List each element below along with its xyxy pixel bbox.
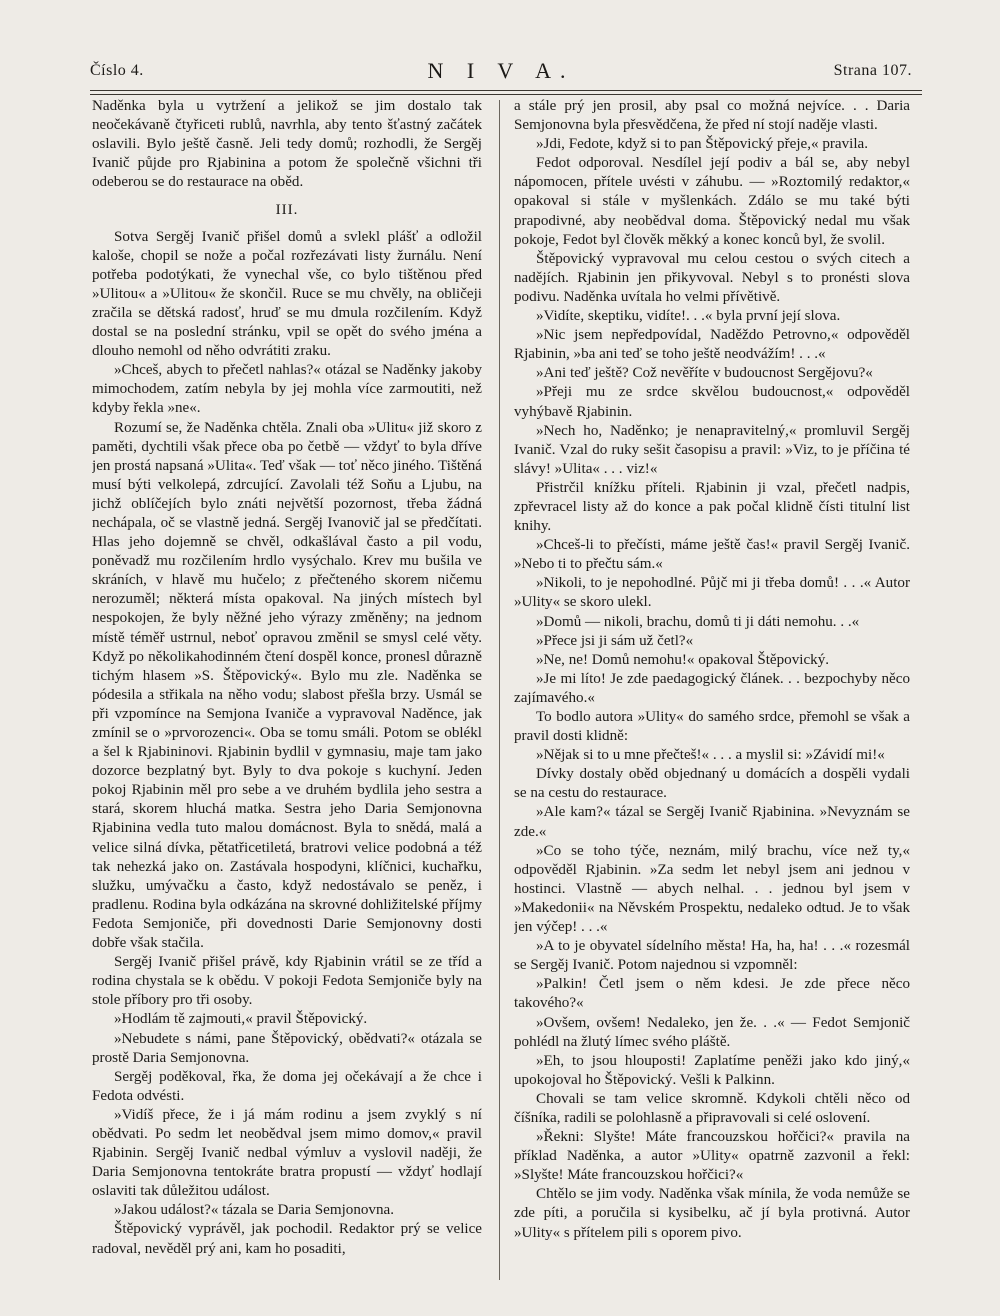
- paragraph: Naděnka byla u vytržení a jelikož se jim dostalo tak neočekávaně čtyřiceti rublů, navrhla, aby tento šťastný začátek oslavili. Bylo ještě časně. Jeli tedy domů; rozhodli, že Sergěj Ivanič půjde pro Rjabinina a potom že společně všichni tři odeberou se do restaurace na oběd.: [92, 98, 482, 191]
- paragraph: »Hodlám tě zajmouti,« pravil Štěpovický.: [114, 1011, 368, 1028]
- page-number: Strana 107.: [833, 62, 912, 79]
- paragraph: »Chceš-li to přečísti, máme ještě čas!« pravil Sergěj Ivanič. »Nebo ti to přečtu sám.«: [514, 537, 910, 573]
- paragraph: »Řekni: Slyšte! Máte francouzskou hořčici?« pravila na příklad Naděnka, a autor »Ulity« opatrně zazvonil a řekl: »Slyšte! Máte francouzskou hořčici?«: [514, 1129, 910, 1184]
- paragraph: Přistrčil knížku příteli. Rjabinin ji vzal, přečetl nadpis, zpřevracel listy až do konce a pak počal klidně čísti titulní list knihy.: [514, 479, 910, 535]
- paragraph: »Vidíte, skeptiku, vidíte!. . .« byla první její slova.: [536, 308, 841, 325]
- paragraph: »Jakou událost?« tázala se Daria Semjonovna.: [114, 1202, 394, 1219]
- left-column: [92, 97, 482, 1287]
- header-rule: [90, 90, 922, 91]
- paragraph: Štěpovický vypravoval mu celou cestou o svých citech a nadějích. Rjabinin jen přikyvoval. Nebyl s to pronésti slova podivu. Naděnka uvítala ho velmi přívětivě.: [514, 250, 910, 305]
- header-rule-second: [90, 94, 922, 95]
- paragraph: »Je mi líto! Je zde paedagogický článek. . . bezpochyby něco zajímavého.«: [514, 670, 910, 706]
- paragraph: Sergěj poděkoval, řka, že doma jej očekávají a že chce i Fedota odvésti.: [92, 1068, 482, 1104]
- running-header: [90, 58, 912, 88]
- paragraph: »A to je obyvatel sídelního města! Ha, ha, ha! . . .« rozesmál se Sergěj Ivanič. Potom najednou si vzpomněl:: [514, 938, 910, 974]
- paragraph: »Co se toho týče, neznám, milý brachu, více než ty,« odpověděl Rjabinin. »Za sedm let nebyl jsem ani jednou v hostinci. Vlastně — abych nelhal. . . jednou byl jsem v »Makedonii« na Něvském Prospektu, nedaleko odtud. Je to však jen výčep! . . .«: [514, 842, 910, 936]
- column-divider: [499, 100, 500, 1280]
- right-column: [514, 97, 910, 1287]
- paragraph: Dívky dostaly oběd objednaný u domácích a dospěli vydali se na cestu do restaurace.: [514, 766, 910, 802]
- paragraph: Sotva Sergěj Ivanič přišel domů a svlekl plášť a odložil kaloše, chopil se nože a počal rozřezávati listy žurnálu. Není potřeba podotýkati, že vynechal vše, co bylo tištěnou před »Ulitou« a »Ulitou« že skončil. Ruce se mu chvěly, na obličeji zračila se dětská radosť, hruď se mu dmula rozčilením. Když dostal se na poslední stránku, vpil se opět do svého jména a dlouho nemohl od něho odvrátiti zraku.: [92, 228, 482, 360]
- paragraph: »Přece jsi ji sám už četl?«: [536, 632, 694, 649]
- paragraph: Chtělo se jim vody. Naděnka však mínila, že voda nemůže se zde píti, a poručila si kysibelku, ač jí byla protivná. Autor »Ulity« s přítelem pili s oporem pivo.: [514, 1186, 910, 1241]
- journal-title: N I V A.: [427, 58, 575, 83]
- paragraph: »Nic jsem nepředpovídal, Naděždo Petrovno,« odpověděl Rjabinin, »ba ani teď se toho ještě neodvážím! . . .«: [514, 327, 910, 363]
- paragraph: Sergěj Ivanič přišel právě, kdy Rjabinin vrátil se ze tříd a rodina chystala se k obědu. V pokoji Fedota Semjoniče byly na stole příbory pro tři osoby.: [92, 954, 482, 1009]
- paragraph: To bodlo autora »Ulity« do samého srdce, přemohl se však a pravil dosti klidně:: [514, 709, 910, 745]
- paragraph: »Ani teď ještě? Což nevěříte v budoucnost Sergějovu?«: [536, 365, 873, 382]
- paragraph: »Palkin! Četl jsem o něm kdesi. Je zde přece něco takového?«: [514, 976, 910, 1012]
- paragraph: »Jdi, Fedote, když si to pan Štěpovický přeje,« pravila.: [536, 136, 868, 153]
- paragraph: »Nebudete s námi, pane Štěpovický, obědvati?« otázala se prostě Daria Semjonovna.: [92, 1030, 482, 1066]
- paragraph: »Nějak si to u mne přečteš!« . . . a myslil si: »Závidí mi!«: [536, 747, 885, 764]
- paragraph: »Chceš, abych to přečetl nahlas?« otázal se Naděnky jakoby mimochodem, zatím nebyla by jej mohla více zarmoutiti, než kdyby řekla »ne«.: [92, 362, 482, 417]
- paragraph: »Ovšem, ovšem! Nedaleko, jen že. . .« — Fedot Semjonič pohlédl na žlutý límec svého pláště.: [514, 1014, 910, 1050]
- paragraph: »Přeji mu ze srdce skvělou budoucnost,« odpověděl vyhýbavě Rjabinin.: [514, 384, 910, 420]
- paragraph: Fedot odporoval. Nesdílel její podiv a bál se, aby nebyl nápomocen, přítele uvésti v záhubu. — »Roztomilý redaktor,« opakoval si stále v myšlenkách. Zdálo se mu také býti prapodivné, aby neobědval doma. Štěpovický nedal mu však pokoje, Fedot byl člověk měkký a konec konců byl, že svolil.: [514, 155, 910, 248]
- issue-number: Číslo 4.: [90, 62, 144, 79]
- paragraph: Rozumí se, že Naděnka chtěla. Znali oba »Ulitu« již skoro z paměti, dychtili však přece oba po četbě — vždyť to byla dříve jen prostá napsaná »Ulita«. Teď však — toť něco jiného. Tištěná musí býti velkolepá, zdrcující. Zavolali též Soňu a Ljubu, na jichž oblíčejích bylo znáti největší pozornost, třeba žádná nechápala, oč se vlastně jedná. Sergěj Ivanovič jal se předčítati. Hlas jeho dojemně se chvěl, odkašlával často a pil vodu, poněvadž mu rozčilením hrdlo vysýchalo. Krev mu bušila ve skráních, v hlavě mu hučelo; z přečteného skorem ničemu nerozuměl; některá místa opakoval. Na jiných místech byl nespokojen, že byly něžné jeho výrazy změněny; na jednom místě téměř ustrnul, neboť opravou změnil se smysl celé věty. Když po několikahodinném čtení dospěl konce, pronesl důrazně tichým hlasem »S. Štěpovický«. Bylo mu zle. Naděnka se pódesila a střikala na něho vodu; slabost přešla brzy. Usmál se při vzpomínce na Semjona Ivaniče a vypravoval Naděnce, jak zmínil se o »prvorozenci«. Oba se tomu smáli. Potom se oblékl a šel k Rjabininovi. Rjabinin bydlil v gymnasiu, maje tam jako dozorce bezplatný byt. Byly to dva pokoje s kuchyní. Jeden pokoj Rjabinin měl pro sebe a ve druhém bydlila jeho sestra a stará, skorem hluchá matka. Sestra jeho Daria Semjonovna Rjabinina vedla tuto malou domácnost. Byla to snědá, malá a velice silná dívka, pětatřicetiletá, bratrovi velice podobná a též tak nehezká jako on. Zastávala hospodyni, klíčnici, kuchařku, služku, umývačku a často, když nedostávalo se peněz, i pradlenu. Rodina byla odkázána na skrovné dohližitelské příjmy Fedota Semjoniče, při dovednosti Darie Semjonovny dosti dobře však stačila.: [92, 419, 482, 952]
- paragraph: Chovali se tam velice skromně. Kdykoli chtěli něco od číšníka, radili se polohlasně a připravovali si celé oslovení.: [514, 1090, 910, 1126]
- paragraph: »Eh, to jsou hlouposti! Zaplatíme peněži jako kdo jiný,« upokojoval ho Štěpovický. Vešli k Palkinn.: [514, 1052, 910, 1088]
- section-heading: III.: [275, 202, 299, 219]
- paragraph: »Vidíš přece, že i já mám rodinu a jsem zvyklý s ní obědvati. Po sedm let neobědval jsem mimo domov,« pravil Rjabinin. Sergěj Ivanič nedbal výmluv a vyslovil naději, že Daria Semjonovna tentokráte bratra propustí — vždyť hodlají oslaviti tak důležitou událost.: [92, 1106, 482, 1200]
- paragraph: »Domů — nikoli, brachu, domů ti ji dáti nemohu. . .«: [536, 613, 860, 630]
- paragraph: »Nech ho, Naděnko; je nenapravitelný,« promluvil Sergěj Ivanič. Vzal do ruky sešit časopisu a pravil: »Viz, to je příčina té slávy! »Ulita« . . . viz!«: [514, 422, 910, 477]
- paragraph: Štěpovický vyprávěl, jak pochodil. Redaktor prý se velice radoval, nevěděl prý ani, kam ho posaditi,: [92, 1221, 482, 1257]
- paragraph: »Ale kam?« tázal se Sergěj Ivanič Rjabinina. »Nevyznám se zde.«: [514, 804, 910, 840]
- paragraph: »Nikoli, to je nepohodlné. Půjč mi ji třeba domů! . . .« Autor »Ulity« se skoro ulekl.: [514, 575, 910, 611]
- paragraph: »Ne, ne! Domů nemohu!« opakoval Štěpovický.: [536, 651, 830, 668]
- paragraph: a stále prý jen prosil, aby psal co možná nejvíce. . . Daria Semjonovna byla přesvědčena, že před ní stojí naděje vlasti.: [514, 98, 910, 134]
